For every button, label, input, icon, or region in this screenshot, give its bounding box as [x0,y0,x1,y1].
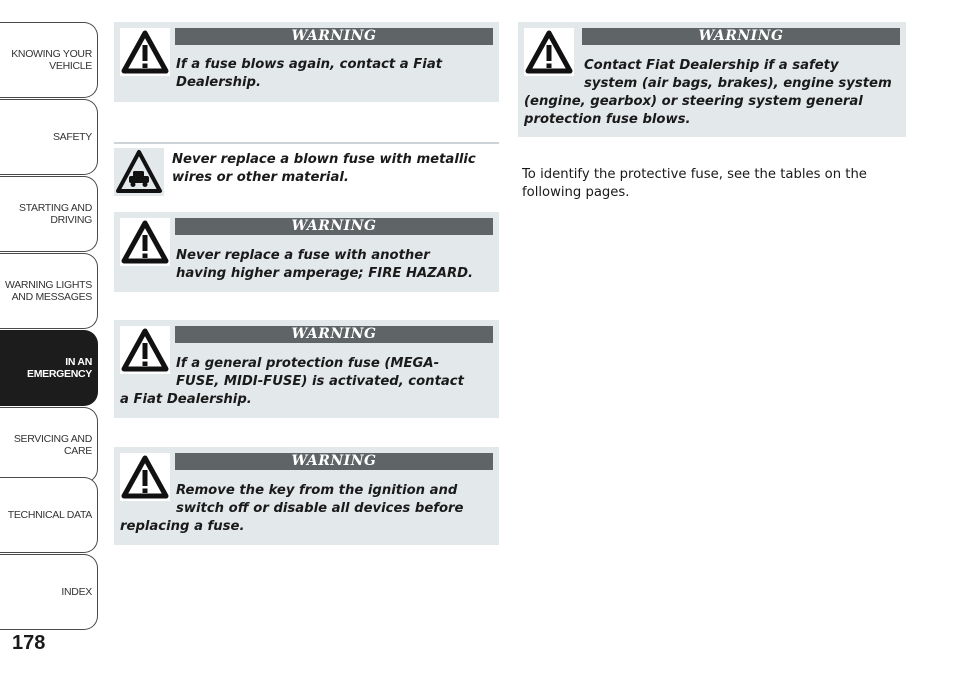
warning-text: If a fuse blows again, contact a Fiat Dealership. [176,57,443,90]
warning-banner: WARNING [582,28,900,45]
tab-warning-lights[interactable]: WARNING LIGHTS AND MESSAGES [0,253,98,329]
warning-text: If a general protection fuse (MEGA- FUSE, MIDI-FUSE) is activated, contact a Fiat Dealership. [120,356,464,407]
note-box-metallic-wires [114,148,499,200]
tab-safety[interactable]: SAFETY [0,99,98,175]
warning-text: Never replace a fuse with another having higher amperage; FIRE HAZARD. [176,248,474,281]
page-number: 178 [12,632,46,654]
warning-box-fuse-blows-again [114,22,499,102]
note-text: Never replace a blown fuse with metallic wires or other material. [172,152,476,185]
warning-banner: WARNING [175,28,493,45]
warning-text: Contact Fiat Dealership if a safety system (air bags, brakes), engine system (engine, gearbox) or steering system general protection fuse blows. [524,58,892,127]
vehicle-caution-icon [114,148,164,196]
warning-triangle-icon [120,218,170,266]
warning-banner: WARNING [175,326,493,343]
warning-triangle-icon [120,28,170,76]
tab-index[interactable]: INDEX [0,554,98,630]
warning-text: Remove the key from the ignition and switch off or disable all devices before replacing a fuse. [120,483,464,534]
divider [114,142,499,144]
warning-box-safety-system [518,22,906,137]
warning-banner: WARNING [175,218,493,235]
tab-in-an-emergency[interactable]: IN AN EMERGENCY [0,330,98,406]
warning-box-higher-amperage [114,212,499,292]
tab-technical-data[interactable]: TECHNICAL DATA [0,477,98,553]
tab-servicing-and-care[interactable]: SERVICING AND CARE [0,407,98,483]
tab-knowing-your-vehicle[interactable]: KNOWING YOUR VEHICLE [0,22,98,98]
tab-starting-and-driving[interactable]: STARTING AND DRIVING [0,176,98,252]
warning-box-remove-key [114,447,499,545]
body-text: To identify the protective fuse, see the tables on the following pages. [522,167,867,200]
warning-box-general-protection-fuse [114,320,499,418]
warning-banner: WARNING [175,453,493,470]
